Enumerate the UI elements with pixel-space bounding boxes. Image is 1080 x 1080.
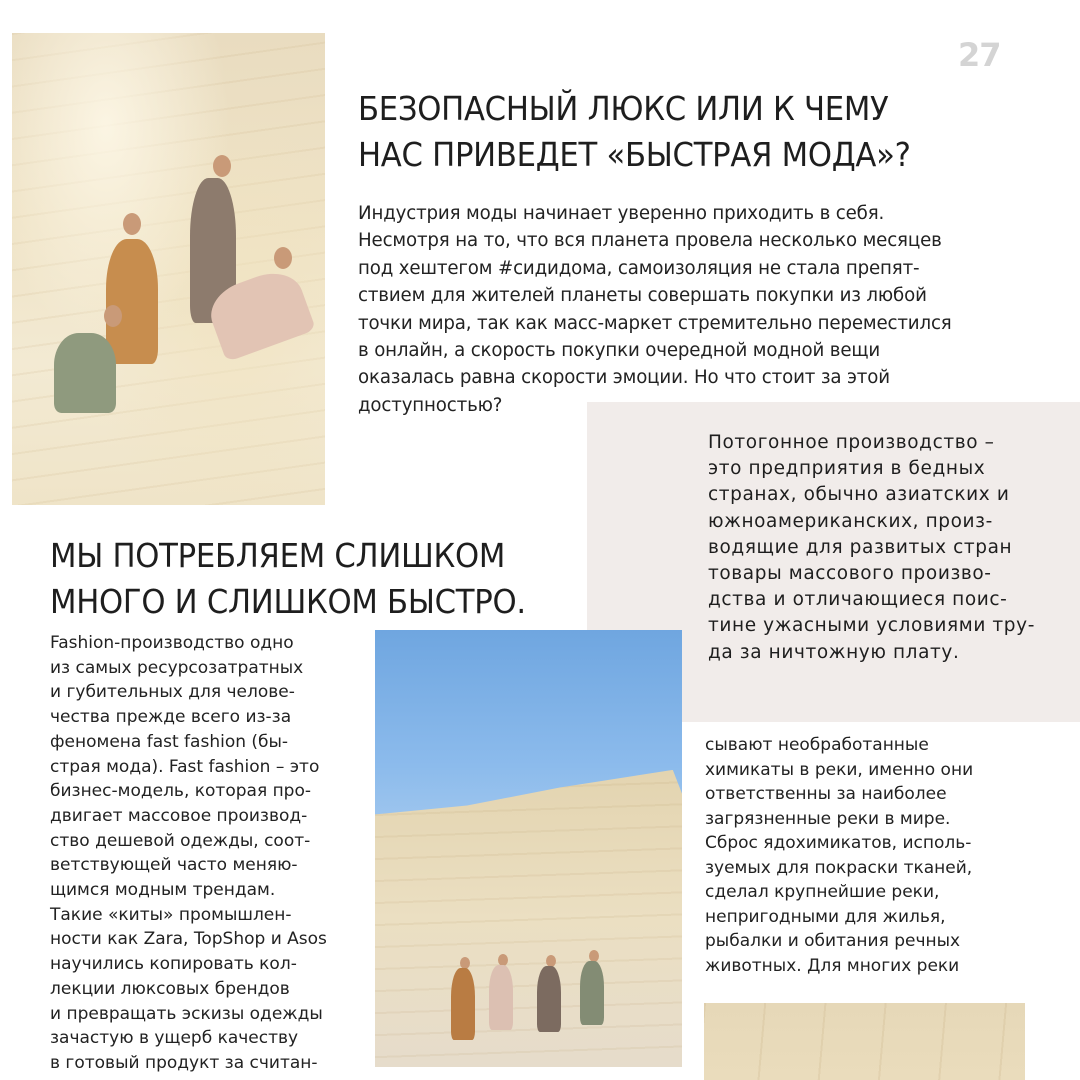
figure-head <box>104 305 122 327</box>
column-line: Сброс ядохимикатов, исполь- <box>705 833 972 853</box>
column-line: ности как Zara, TopShop и Asos <box>50 929 327 950</box>
column-line: ветствующей часто меняю- <box>50 855 298 876</box>
column-line: загрязненные реки в мире. <box>705 808 951 829</box>
column-line: бизнес-модель, которая про- <box>50 781 312 802</box>
figure-ochre-dress <box>106 239 158 364</box>
photo-cliff-texture <box>704 1003 1025 1080</box>
column-line: лекции люксовых брендов <box>50 978 290 999</box>
callout-line: да за ничтожную плату. <box>708 641 960 663</box>
callout-line: странах, обычно азиатских и <box>708 484 1010 506</box>
figure-ochre-dress <box>451 968 475 1040</box>
column-line: химикаты в реки, именно они <box>705 759 974 780</box>
heading-1-line-1: БЕЗОПАСНЫЙ ЛЮКС ИЛИ К ЧЕМУ <box>358 89 889 128</box>
column-line: сывают необработанные <box>705 735 929 755</box>
figure-sage-dress <box>54 333 116 413</box>
figure-taupe-dress <box>537 966 561 1032</box>
callout-line: товары массового произво- <box>708 563 992 585</box>
intro-paragraph <box>358 200 1058 419</box>
article-heading-2 <box>50 533 526 625</box>
column-line: и губительных для челове- <box>50 682 295 703</box>
column-line: Такие «киты» промышлен- <box>50 904 292 925</box>
cliff <box>375 770 682 1067</box>
column-line: двигает массовое производ- <box>50 805 308 826</box>
figure-pink-dress <box>489 965 513 1030</box>
callout-line: южноамериканских, произ- <box>708 510 993 532</box>
figure-sage-dress <box>580 961 604 1025</box>
column-line: и превращать эскизы одежды <box>50 1003 323 1024</box>
callout-line: водящие для развитых стран <box>708 536 1013 558</box>
column-line: животных. Для многих реки <box>705 955 960 976</box>
column-left-text <box>50 631 370 1076</box>
column-line: страя мода). Fast fashion – это <box>50 756 320 777</box>
heading-2-line-1: МЫ ПОТРЕБЛЯЕМ СЛИШКОМ <box>50 536 506 575</box>
column-line: ство дешевой одежды, соот- <box>50 830 311 851</box>
intro-line: оказалась равна скорости эмоции. Но что стоит за этой <box>358 367 890 389</box>
article-heading-1 <box>358 86 911 178</box>
column-line: Fashion-производство одно <box>50 633 294 653</box>
column-line: из самых ресурсозатратных <box>50 657 304 678</box>
intro-line: в онлайн, а скорость покупки очередной модной вещи <box>358 340 881 362</box>
intro-line: Индустрия моды начинает уверенно приходить в себя. <box>358 203 885 224</box>
column-line: ответственны за наиболее <box>705 784 947 804</box>
callout-line: это предприятия в бедных <box>708 458 986 480</box>
intro-line: доступностью? <box>358 394 503 416</box>
heading-2-line-2: МНОГО И СЛИШКОМ БЫСТРО. <box>50 582 526 621</box>
column-line: в готовый продукт за считан- <box>50 1052 318 1073</box>
callout-line: Потогонное производство – <box>708 432 995 453</box>
column-line: сделал крупнейшие реки, <box>705 882 940 902</box>
column-line: щимся модным трендам. <box>50 880 276 901</box>
intro-line: Несмотря на то, что вся планета провела несколько месяцев <box>358 230 942 252</box>
intro-line: точки мира, так как масс-маркет стремительно переместился <box>358 312 952 334</box>
callout-line: тине ужасными условиями тру- <box>708 615 1035 637</box>
column-line: рыбалки и обитания речных <box>705 931 961 951</box>
column-line: чества прежде всего из-за <box>50 707 292 728</box>
photo-models-walking <box>375 630 682 1067</box>
column-line: непригодными для жилья, <box>705 906 946 927</box>
figure-head <box>274 247 292 269</box>
figure-head <box>123 213 141 235</box>
column-line: феномена fast fashion (бы- <box>50 731 289 752</box>
page-number: 27 <box>958 36 1001 74</box>
intro-line: под хештегом #сидидома, самоизоляция не стала препят- <box>358 257 920 279</box>
column-line: научились копировать кол- <box>50 954 297 975</box>
column-line: зуемых для покраски тканей, <box>705 857 973 878</box>
column-right-text <box>705 733 1025 978</box>
heading-1-line-2: НАС ПРИВЕДЕТ «БЫСТРАЯ МОДА»? <box>358 135 911 174</box>
column-line: зачастую в ущерб качеству <box>50 1028 299 1049</box>
figure-head <box>213 155 231 177</box>
photo-models-on-cliff <box>12 33 325 505</box>
callout-line: дства и отличающиеся поис- <box>708 589 1008 611</box>
intro-line: ствием для жителей планеты совершать покупки из любой <box>358 285 927 307</box>
callout-definition <box>708 430 1080 666</box>
